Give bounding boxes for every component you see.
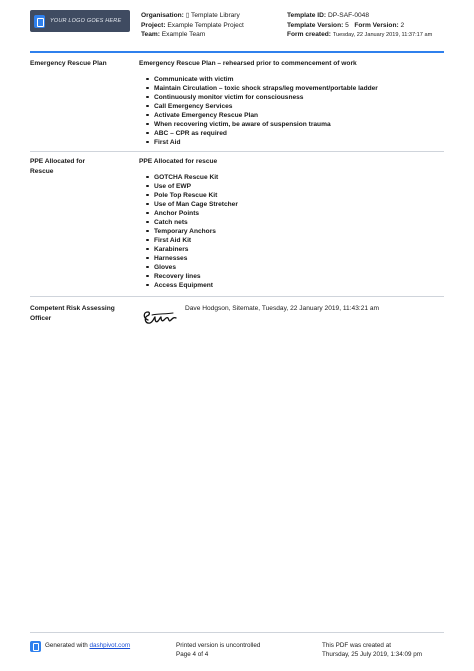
created-label: This PDF was created at	[322, 642, 391, 649]
template-version-label: Template Version:	[287, 21, 344, 29]
section-divider	[30, 151, 444, 152]
dashpivot-icon	[30, 641, 41, 652]
created-timestamp: Thursday, 25 July 2019, 1:34:09 pm	[322, 651, 422, 658]
header-meta-left	[141, 11, 281, 40]
template-id-label: Template ID:	[287, 12, 327, 19]
printed-notice: Printed version is uncontrolled	[176, 642, 261, 649]
list-item: First Aid Kit	[154, 236, 444, 245]
list-item: Recovery lines	[154, 272, 444, 281]
project-value: Example Template Project	[167, 21, 244, 29]
list-item: Activate Emergency Rescue Plan	[154, 111, 444, 120]
emergency-rescue-label: Emergency Rescue Plan	[30, 60, 107, 67]
generated-prefix: Generated with	[45, 642, 88, 649]
form-version-value: 2	[400, 21, 405, 29]
list-item: GOTCHA Rescue Kit	[154, 173, 444, 182]
list-item: Catch nets	[154, 218, 444, 227]
signature-info: Dave Hodgson, Sitemate, Tuesday, 22 January 2019, 11:43:21 am	[185, 305, 380, 312]
ppe-label: PPE Allocated for Rescue	[30, 158, 86, 175]
logo-text: YOUR LOGO GOES HERE	[50, 18, 122, 24]
competent-officer-section	[30, 304, 444, 334]
form-created-label: Form created:	[287, 31, 331, 38]
emergency-rescue-section	[30, 59, 444, 149]
team-value: Example Team	[161, 31, 206, 38]
header-meta-right	[287, 11, 455, 41]
list-item: Maintain Circulation – toxic shock straps/leg movement/portable ladder	[154, 84, 444, 93]
template-id-value: DP-SAF-0048	[327, 12, 369, 19]
list-item: First Aid	[154, 138, 444, 147]
emergency-rescue-title: Emergency Rescue Plan – rehearsed prior to commencement of work	[139, 60, 357, 67]
list-item: Temporary Anchors	[154, 227, 444, 236]
organisation-value: ▯ Template Library	[185, 12, 240, 19]
list-item: Gloves	[154, 263, 444, 272]
list-item: Communicate with victim	[154, 75, 444, 84]
page-number: Page 4 of 4	[176, 651, 209, 658]
header-divider	[30, 51, 444, 53]
list-item: Continuously monitor victim for consciousness	[154, 93, 444, 102]
ppe-title: PPE Allocated for rescue	[139, 158, 218, 165]
emergency-rescue-content	[139, 59, 444, 147]
footer-divider	[30, 632, 444, 633]
list-item: ABC – CPR as required	[154, 129, 444, 138]
organisation-label: Organisation:	[141, 12, 184, 19]
template-version-value: 5	[345, 21, 349, 29]
logo-icon	[34, 15, 45, 28]
list-item: Call Emergency Services	[154, 102, 444, 111]
footer-printed	[176, 641, 260, 659]
section-divider	[30, 296, 444, 297]
emergency-rescue-list	[139, 75, 444, 147]
list-item: When recovering victim, be aware of suspension trauma	[154, 120, 444, 129]
signature-image	[139, 304, 181, 330]
competent-officer-label: Competent Risk Assessing Officer	[30, 305, 115, 322]
company-logo	[30, 10, 130, 32]
team-label: Team:	[141, 31, 160, 38]
list-item: Karabiners	[154, 245, 444, 254]
footer-generated	[45, 641, 130, 650]
ppe-section	[30, 157, 444, 292]
ppe-list	[139, 173, 444, 290]
list-item: Use of EWP	[154, 182, 444, 191]
list-item: Anchor Points	[154, 209, 444, 218]
list-item: Access Equipment	[154, 281, 444, 290]
form-created-value: Tuesday, 22 January 2019, 11:37:17 am	[332, 32, 433, 38]
list-item: Use of Man Cage Stretcher	[154, 200, 444, 209]
form-version-label: Form Version:	[354, 21, 399, 29]
page-header	[0, 0, 474, 50]
project-label: Project:	[141, 21, 166, 29]
dashpivot-link[interactable]: dashpivot.com	[89, 642, 131, 649]
ppe-content	[139, 157, 444, 290]
footer-created	[322, 641, 422, 659]
list-item: Pole Top Rescue Kit	[154, 191, 444, 200]
list-item: Harnesses	[154, 254, 444, 263]
